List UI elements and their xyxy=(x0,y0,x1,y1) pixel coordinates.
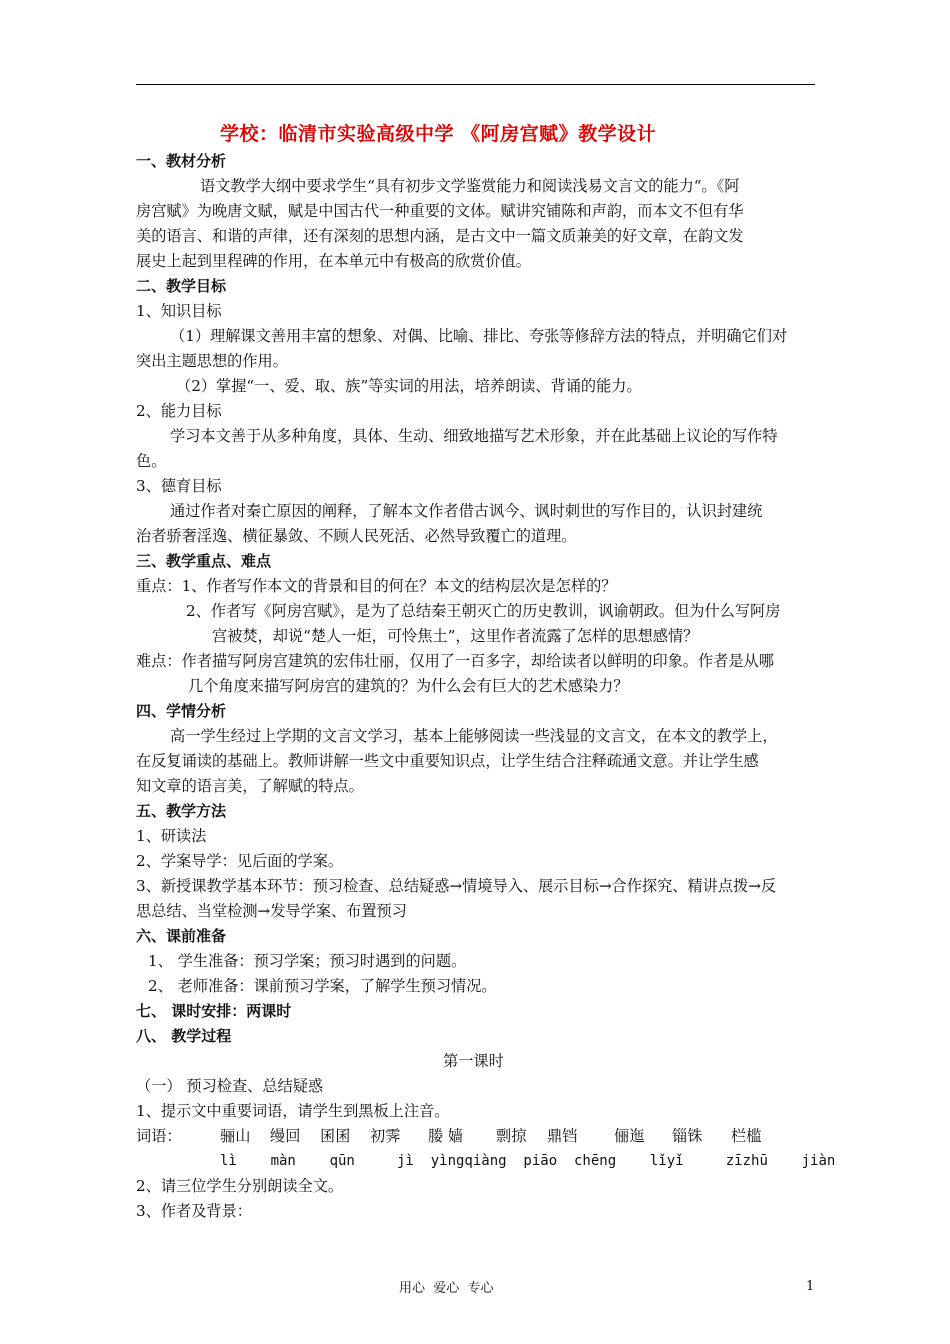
section-heading: 五、教学方法 xyxy=(136,802,227,820)
vocab-word: 媵 嫱 xyxy=(428,1127,464,1145)
paragraph-line: 美的语言、和谐的声律，还有深刻的思想内涵，是古文中一篇文质兼美的好文章，在韵文发 xyxy=(136,227,744,245)
page-number: 1 xyxy=(806,1279,815,1294)
list-item: 3、新授课教学基本环节：预习检查、总结疑惑→情境导入、展示目标→合作探究、精讲点拨→反 xyxy=(136,877,777,895)
list-item: 3、作者及背景： xyxy=(136,1202,252,1220)
paragraph-line: 语文教学大纲中要求学生“具有初步文学鉴赏能力和阅读浅易文言文的能力“。《阿 xyxy=(200,177,740,195)
paragraph-line: 房宫赋》为晚唐文赋，赋是中国古代一种重要的文体。赋讲究铺陈和声韵，而本文不但有华 xyxy=(136,202,744,220)
pinyin-line: lì màn qūn jì yìngqiàng piāo chēng lǐyǐ zīzhū jiàn xyxy=(220,1153,836,1169)
vocab-word: 缦回 xyxy=(270,1127,301,1145)
vocab-label: 词语： xyxy=(136,1127,182,1145)
subheading: 2、能力目标 xyxy=(136,402,222,420)
vocab-word: 剽掠 xyxy=(496,1127,527,1145)
vocab-word: 栏槛 xyxy=(731,1127,762,1145)
paragraph-line: 突出主题思想的作用。 xyxy=(136,352,288,370)
paragraph-line: 展史上起到里程碑的作用，在本单元中有极高的欣赏价值。 xyxy=(136,252,531,270)
paragraph-line: 在反复诵读的基础上。教师讲解一些文中重要知识点，让学生结合注释疏通文意。并让学生感 xyxy=(136,752,759,770)
section-heading: 三、教学重点、难点 xyxy=(136,552,272,570)
subheading: 1、知识目标 xyxy=(136,302,222,320)
step-heading: （一） 预习检查、总结疑惑 xyxy=(136,1077,324,1095)
list-item: 1、研读法 xyxy=(136,827,207,845)
paragraph-line: 思总结、当堂检测→发导学案、布置预习 xyxy=(136,902,407,920)
section-heading: 六、课前准备 xyxy=(136,927,227,945)
paragraph-line: （1）理解课文善用丰富的想象、对偶、比喻、排比、夸张等修辞方法的特点，并明确它们对 xyxy=(170,327,788,345)
section-heading: 四、学情分析 xyxy=(136,702,227,720)
vocab-word: 锱铢 xyxy=(672,1127,703,1145)
vocab-word: 俪迤 xyxy=(614,1127,645,1145)
paragraph-line: 宫被焚，却说“楚人一炬，可怜焦土”，这里作者流露了怎样的思想感情？ xyxy=(212,627,699,645)
vocab-word: 骊山 xyxy=(220,1127,251,1145)
list-item: 2、 老师准备：课前预习学案，了解学生预习情况。 xyxy=(148,977,497,995)
paragraph-line: 通过作者对秦亡原因的阐释，了解本文作者借古讽今、讽时刺世的写作目的，认识封建统 xyxy=(170,502,763,520)
subheading: 3、德育目标 xyxy=(136,477,222,495)
page-footer-text: 用心 爱心 专心 xyxy=(399,1281,494,1296)
paragraph-line: 2、作者写《阿房宫赋》，是为了总结秦王朝灭亡的历史教训，讽谕朝政。但为什么写阿房 xyxy=(186,602,781,620)
paragraph-line: 重点：1、作者写作本文的背景和目的何在？本文的结构层次是怎样的？ xyxy=(136,577,617,595)
document-title: 学校：临清市实验高级中学 《阿房宫赋》教学设计 xyxy=(220,123,657,145)
section-heading: 一、教材分析 xyxy=(136,152,227,170)
paragraph-line: （2）掌握“一、爱、取、族”等实词的用法，培养朗读、背诵的能力。 xyxy=(176,377,642,395)
paragraph-line: 学习本文善于从多种角度，具体、生动、细致地描写艺术形象，并在此基础上议论的写作特 xyxy=(170,427,778,445)
paragraph-line: 色。 xyxy=(136,452,167,470)
section-heading: 二、教学目标 xyxy=(136,277,227,295)
paragraph-line: 难点：作者描写阿房宫建筑的宏伟壮丽，仅用了一百多字，却给读者以鲜明的印象。作者是从哪 xyxy=(136,652,774,670)
section-heading: 七、 课时安排：两课时 xyxy=(136,1002,292,1020)
paragraph-line: 治者骄奢淫逸、横征暴敛、不顾人民死活、必然导致覆亡的道理。 xyxy=(136,527,577,545)
list-item: 1、 学生准备：预习学案；预习时遇到的问题。 xyxy=(148,952,467,970)
paragraph-line: 几个角度来描写阿房宫的建筑的？为什么会有巨大的艺术感染力？ xyxy=(188,677,629,695)
list-item: 2、学案导学：见后面的学案。 xyxy=(136,852,344,870)
vocab-word: 鼎铛 xyxy=(547,1127,578,1145)
lesson-heading: 第一课时 xyxy=(443,1052,504,1070)
paragraph-line: 知文章的语言美，了解赋的特点。 xyxy=(136,777,364,795)
vocab-word: 囷囷 xyxy=(320,1127,351,1145)
paragraph-line: 高一学生经过上学期的文言文学习，基本上能够阅读一些浅显的文言文，在本文的教学上， xyxy=(170,727,778,745)
list-item: 2、请三位学生分别朗读全文。 xyxy=(136,1177,344,1195)
vocab-word: 初霁 xyxy=(370,1127,401,1145)
header-rule xyxy=(136,84,815,85)
list-item: 1、提示文中重要词语，请学生到黑板上注音。 xyxy=(136,1102,450,1120)
section-heading: 八、 教学过程 xyxy=(136,1027,232,1045)
